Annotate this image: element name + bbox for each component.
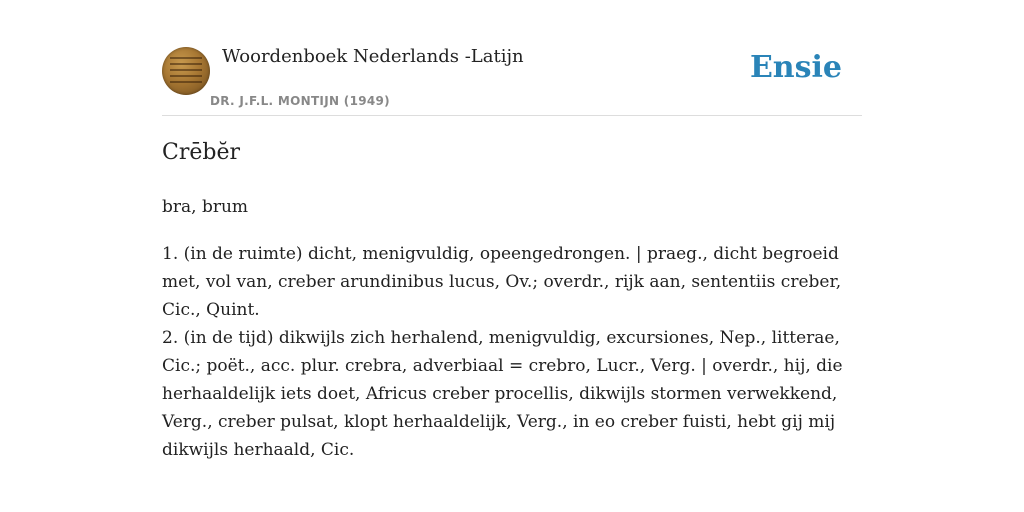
sense-item: 1. (in de ruimte) dicht, menigvuldig, opeengedrongen. | praeg., dicht begroeid met, vol van, creber arundinibus lucus, Ov.; overdr., rijk aan, sententiis creber, Cic., Quint. (162, 244, 842, 320)
entry-forms: bra, brum (162, 197, 249, 217)
entry-content (162, 193, 862, 464)
entry-senses (162, 240, 862, 464)
coin-inscription-icon[interactable] (162, 47, 210, 95)
dictionary-title[interactable]: Woordenboek Nederlands -Latijn (222, 46, 524, 67)
dictionary-author: DR. J.F.L. MONTIJN (1949) (210, 94, 390, 108)
sense-item: 2. (in de tijd) dikwijls zich herhalend, menigvuldig, excursiones, Nep., litterae, Cic.; poët., acc. plur. crebra, adverbiaal = crebro, Lucr., Verg. | overdr., hij, die herhaaldelijk iets doet, Africus creber procellis, dikwijls stormen verwekkend, Verg., creber pulsat, klopt herhaaldelijk, Verg., in eo creber fuisti, hebt gij mij dikwijls herhaald, Cic. (162, 328, 843, 460)
entry-headword: Crēbĕr (162, 140, 240, 165)
logo-engraving (170, 57, 202, 87)
brand-logo[interactable]: Ensie (749, 50, 842, 85)
header (162, 44, 862, 116)
